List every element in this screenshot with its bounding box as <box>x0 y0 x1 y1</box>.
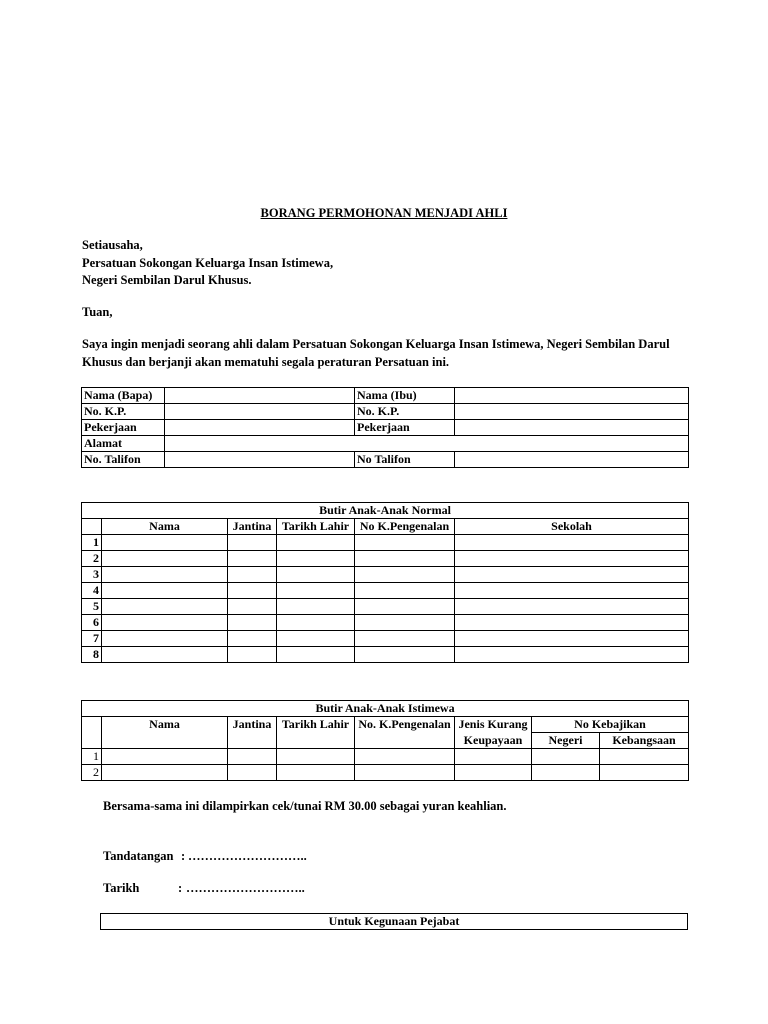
address-line-1: Setiausaha, <box>82 238 143 252</box>
table-cell[interactable] <box>277 567 355 583</box>
father-phone-field[interactable] <box>165 452 355 468</box>
table-cell[interactable] <box>355 631 455 647</box>
table-cell[interactable] <box>277 631 355 647</box>
office-use-table <box>100 913 688 930</box>
row-number: 3 <box>82 567 102 583</box>
mother-job-label: Pekerjaan <box>355 420 455 436</box>
address-label: Alamat <box>82 436 165 452</box>
table-cell[interactable] <box>532 749 600 765</box>
special-children-heading: Butir Anak-Anak Istimewa <box>82 701 689 717</box>
table-row <box>82 567 689 583</box>
col-header-keupayaan: Keupayaan <box>455 733 532 749</box>
address-line-3: Negeri Sembilan Darul Khusus. <box>82 273 252 287</box>
table-row <box>82 535 689 551</box>
table-cell[interactable] <box>355 551 455 567</box>
mother-job-field[interactable] <box>455 420 689 436</box>
signature-field[interactable]: ……………………….. <box>188 849 307 863</box>
mother-ic-label: No. K.P. <box>355 404 455 420</box>
table-cell[interactable] <box>277 765 355 781</box>
row-number: 2 <box>82 551 102 567</box>
col-header-tarikh-lahir: Tarikh Lahir <box>277 519 355 535</box>
row-number: 8 <box>82 647 102 663</box>
normal-children-table <box>81 502 689 663</box>
father-phone-label: No. Talifon <box>82 452 165 468</box>
table-cell[interactable] <box>455 599 689 615</box>
table-cell[interactable] <box>277 535 355 551</box>
table-row <box>82 615 689 631</box>
table-cell[interactable] <box>277 615 355 631</box>
table-cell[interactable] <box>355 647 455 663</box>
office-use-heading: Untuk Kegunaan Pejabat <box>101 914 688 930</box>
col-header-kebangsaan: Kebangsaan <box>600 733 689 749</box>
date-field[interactable]: ……………………….. <box>186 881 305 895</box>
table-cell[interactable] <box>277 599 355 615</box>
table-cell[interactable] <box>455 535 689 551</box>
table-cell[interactable] <box>102 599 228 615</box>
row-number: 6 <box>82 615 102 631</box>
mother-name-label: Nama (Ibu) <box>355 388 455 404</box>
table-cell[interactable] <box>228 631 277 647</box>
table-cell[interactable] <box>355 765 455 781</box>
mother-phone-field[interactable] <box>455 452 689 468</box>
row-number: 2 <box>82 765 102 781</box>
table-cell[interactable] <box>455 765 532 781</box>
col-header-no-kebajikan: No Kebajikan <box>532 717 689 733</box>
father-ic-field[interactable] <box>165 404 355 420</box>
table-cell[interactable] <box>277 749 355 765</box>
col-header-jantina: Jantina <box>228 717 277 749</box>
table-row <box>82 647 689 663</box>
mother-phone-label: No Talifon <box>355 452 455 468</box>
table-cell[interactable] <box>228 535 277 551</box>
table-cell[interactable] <box>228 765 277 781</box>
table-cell[interactable] <box>355 749 455 765</box>
table-cell[interactable] <box>455 631 689 647</box>
table-cell[interactable] <box>102 647 228 663</box>
table-row <box>82 599 689 615</box>
col-header-sekolah: Sekolah <box>455 519 689 535</box>
col-header-nama: Nama <box>102 519 228 535</box>
date-label: Tarikh <box>103 881 140 895</box>
address-line-2: Persatuan Sokongan Keluarga Insan Istimewa, <box>82 256 334 270</box>
father-name-label: Nama (Bapa) <box>82 388 165 404</box>
table-cell[interactable] <box>355 615 455 631</box>
statement: Saya ingin menjadi seorang ahli dalam Persatuan Sokongan Keluarga Insan Istimewa, Negeri Sembilan Darul Khusus dan berjanji akan mematuhi segala peraturan Persatuan ini. <box>82 337 670 369</box>
table-cell[interactable] <box>228 615 277 631</box>
table-cell[interactable] <box>355 599 455 615</box>
table-cell[interactable] <box>102 551 228 567</box>
date-colon: : <box>178 881 183 895</box>
row-number-header <box>82 717 102 749</box>
table-cell[interactable] <box>102 749 228 765</box>
fee-note: Bersama-sama ini dilampirkan cek/tunai RM 30.00 sebagai yuran keahlian. <box>103 799 507 813</box>
father-name-field[interactable] <box>165 388 355 404</box>
father-ic-label: No. K.P. <box>82 404 165 420</box>
table-cell[interactable] <box>102 631 228 647</box>
table-cell[interactable] <box>355 535 455 551</box>
table-cell[interactable] <box>600 765 689 781</box>
table-cell[interactable] <box>277 583 355 599</box>
table-cell[interactable] <box>102 765 228 781</box>
table-cell[interactable] <box>455 551 689 567</box>
row-number: 5 <box>82 599 102 615</box>
col-header-tarikh-lahir: Tarikh Lahir <box>277 717 355 749</box>
table-cell[interactable] <box>102 615 228 631</box>
signature-colon: : <box>181 849 186 863</box>
table-cell[interactable] <box>228 599 277 615</box>
table-cell[interactable] <box>102 535 228 551</box>
father-job-label: Pekerjaan <box>82 420 165 436</box>
table-cell[interactable] <box>532 765 600 781</box>
table-cell[interactable] <box>102 583 228 599</box>
address-field[interactable] <box>165 436 689 452</box>
row-number: 1 <box>82 535 102 551</box>
col-header-no-kp: No. K.Pengenalan <box>355 717 455 749</box>
table-cell[interactable] <box>455 647 689 663</box>
mother-name-field[interactable] <box>455 388 689 404</box>
table-cell[interactable] <box>228 749 277 765</box>
table-cell[interactable] <box>600 749 689 765</box>
table-cell[interactable] <box>455 749 532 765</box>
col-header-jenis-kurang: Jenis Kurang <box>455 717 532 733</box>
table-cell[interactable] <box>228 567 277 583</box>
table-row <box>82 749 689 765</box>
row-number-header <box>82 519 102 535</box>
normal-children-heading: Butir Anak-Anak Normal <box>82 503 689 519</box>
mother-ic-field[interactable] <box>455 404 689 420</box>
table-cell[interactable] <box>355 567 455 583</box>
signature-label: Tandatangan <box>103 849 174 863</box>
table-cell[interactable] <box>455 567 689 583</box>
table-cell[interactable] <box>277 647 355 663</box>
table-cell[interactable] <box>102 567 228 583</box>
table-cell[interactable] <box>228 583 277 599</box>
table-cell[interactable] <box>277 551 355 567</box>
parents-table <box>81 387 689 468</box>
table-cell[interactable] <box>355 583 455 599</box>
table-row <box>82 551 689 567</box>
col-header-no-kp: No K.Pengenalan <box>355 519 455 535</box>
table-cell[interactable] <box>228 551 277 567</box>
row-number: 1 <box>82 749 102 765</box>
table-row <box>82 583 689 599</box>
table-row <box>82 631 689 647</box>
col-header-negeri: Negeri <box>532 733 600 749</box>
father-job-field[interactable] <box>165 420 355 436</box>
col-header-jantina: Jantina <box>228 519 277 535</box>
row-number: 7 <box>82 631 102 647</box>
special-children-table <box>81 700 689 781</box>
col-header-nama: Nama <box>102 717 228 749</box>
table-cell[interactable] <box>455 615 689 631</box>
table-cell[interactable] <box>455 583 689 599</box>
table-row <box>82 765 689 781</box>
table-cell[interactable] <box>228 647 277 663</box>
row-number: 4 <box>82 583 102 599</box>
salutation: Tuan, <box>82 305 113 319</box>
form-title: BORANG PERMOHONAN MENJADI AHLI <box>260 206 508 220</box>
